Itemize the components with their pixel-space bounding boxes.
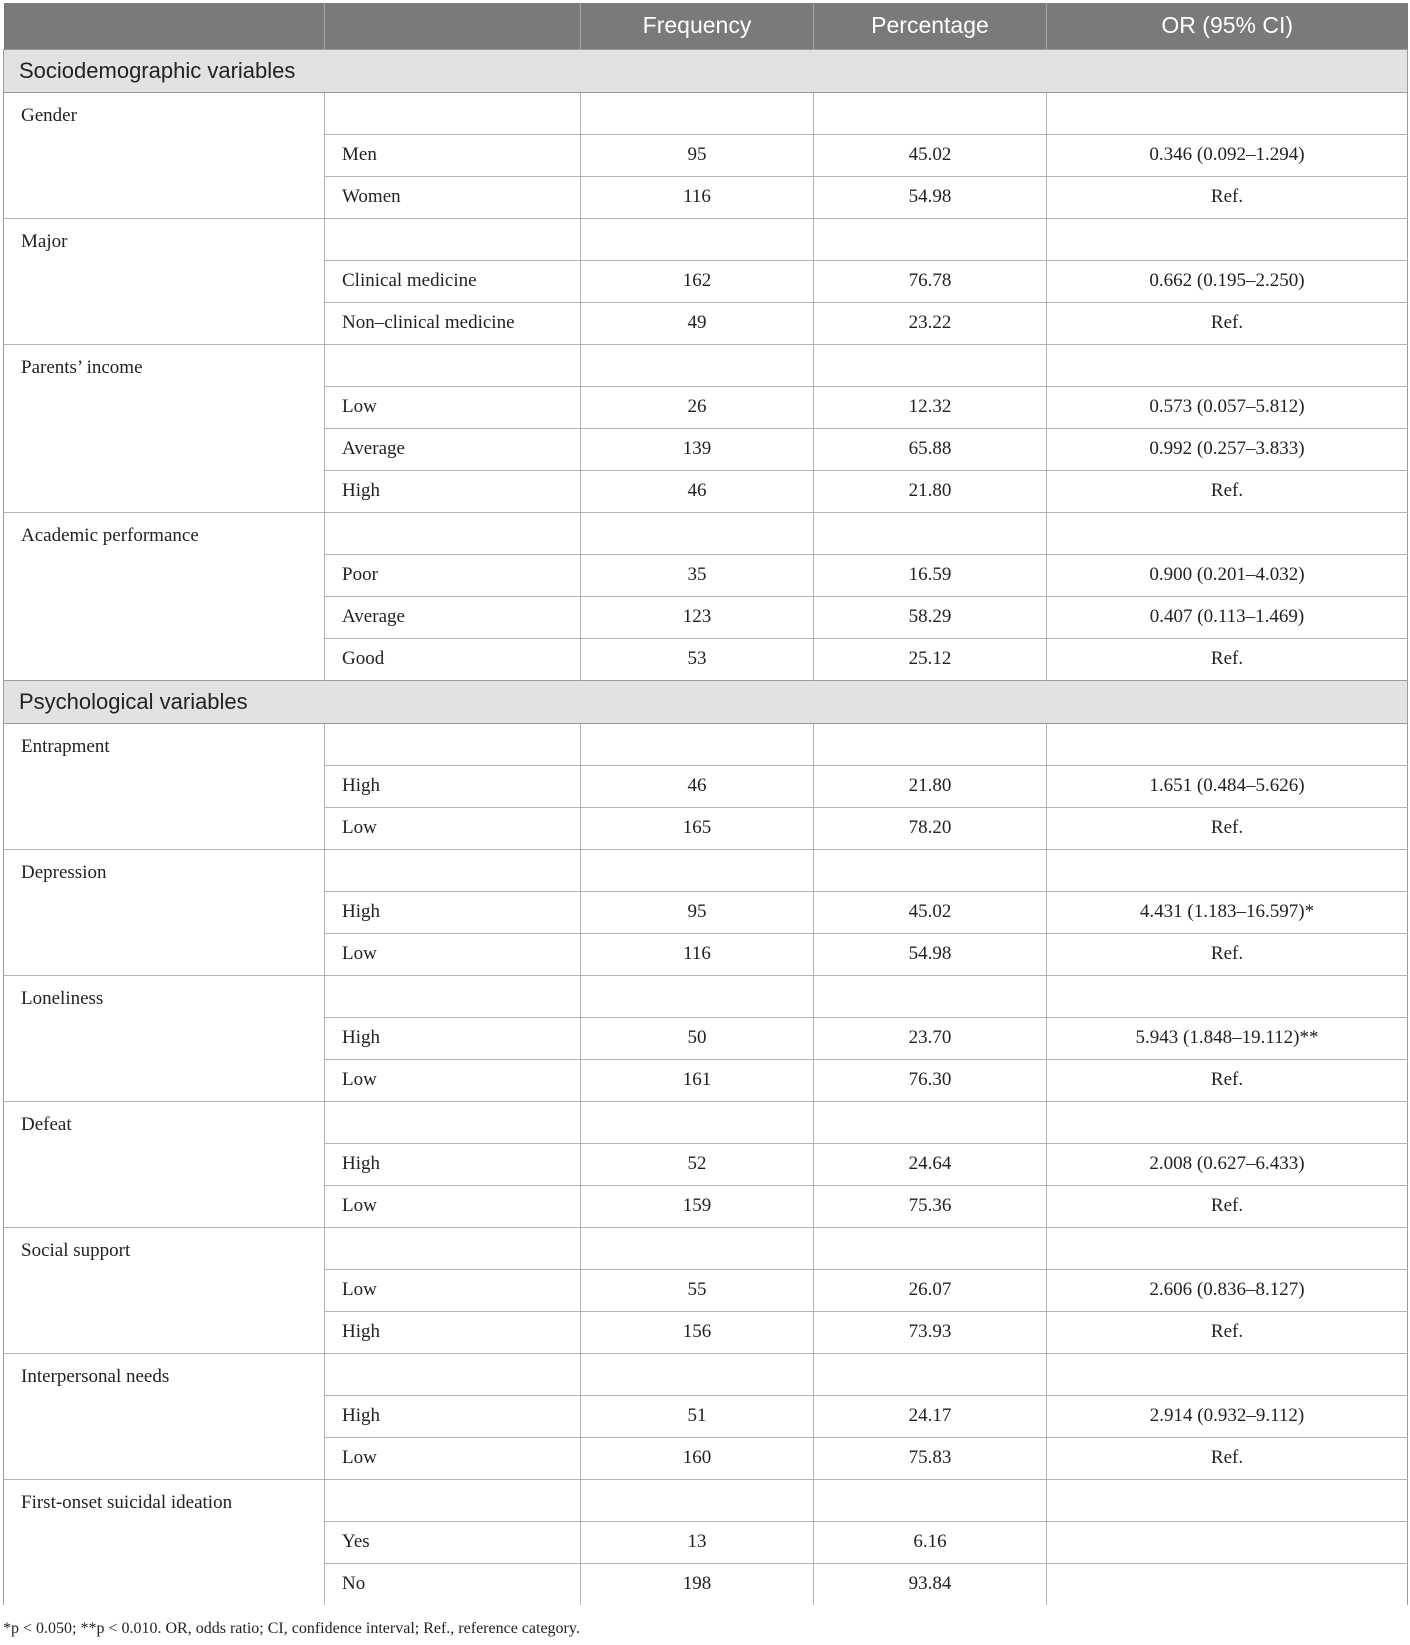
level-cell: Low (325, 1185, 581, 1227)
level-cell: Low (325, 1437, 581, 1479)
variable-name: Parents’ income (4, 344, 325, 512)
level-cell: Average (325, 596, 581, 638)
level-cell: Good (325, 638, 581, 680)
level-cell: High (325, 1311, 581, 1353)
level-cell: Low (325, 807, 581, 849)
odds-ratio-cell: 0.662 (0.195–2.250) (1047, 260, 1408, 302)
frequency-cell: 116 (581, 933, 814, 975)
frequency-cell: 95 (581, 891, 814, 933)
odds-ratio-cell: Ref. (1047, 638, 1408, 680)
empty-cell (1047, 849, 1408, 891)
percentage-cell: 23.22 (814, 302, 1047, 344)
level-cell: High (325, 1017, 581, 1059)
odds-ratio-cell: 5.943 (1.848–19.112)** (1047, 1017, 1408, 1059)
level-cell: Low (325, 386, 581, 428)
odds-ratio-cell: 0.346 (0.092–1.294) (1047, 134, 1408, 176)
empty-cell (581, 1227, 814, 1269)
header-level (325, 3, 581, 49)
frequency-cell: 51 (581, 1395, 814, 1437)
empty-cell (325, 1101, 581, 1143)
frequency-cell: 161 (581, 1059, 814, 1101)
level-cell: Non–clinical medicine (325, 302, 581, 344)
odds-ratio-cell (1047, 1521, 1408, 1563)
empty-cell (325, 1353, 581, 1395)
level-cell: Yes (325, 1521, 581, 1563)
percentage-cell: 16.59 (814, 554, 1047, 596)
group-header-row (4, 1479, 1408, 1521)
section-title: Psychological variables (4, 680, 1408, 723)
variable-name: Gender (21, 104, 77, 126)
percentage-cell: 58.29 (814, 596, 1047, 638)
frequency-cell: 46 (581, 765, 814, 807)
frequency-cell: 95 (581, 134, 814, 176)
frequency-cell: 139 (581, 428, 814, 470)
frequency-cell: 165 (581, 807, 814, 849)
level-cell: Average (325, 428, 581, 470)
odds-ratio-cell: Ref. (1047, 933, 1408, 975)
variable-name: First-onset suicidal ideation (4, 1479, 325, 1605)
empty-cell (814, 512, 1047, 554)
empty-cell (1047, 1479, 1408, 1521)
frequency-cell: 13 (581, 1521, 814, 1563)
empty-cell (325, 1227, 581, 1269)
empty-cell (325, 849, 581, 891)
empty-cell (581, 218, 814, 260)
percentage-cell: 21.80 (814, 765, 1047, 807)
group-header-row (4, 849, 1408, 891)
odds-ratio-cell: 2.606 (0.836–8.127) (1047, 1269, 1408, 1311)
frequency-cell: 49 (581, 302, 814, 344)
empty-cell (581, 1479, 814, 1521)
percentage-cell: 54.98 (814, 176, 1047, 218)
level-cell: No (325, 1563, 581, 1605)
table-body (4, 49, 1408, 1605)
odds-ratio-cell: Ref. (1047, 1437, 1408, 1479)
empty-cell (814, 1479, 1047, 1521)
frequency-cell: 26 (581, 386, 814, 428)
empty-cell (814, 975, 1047, 1017)
percentage-cell: 76.30 (814, 1059, 1047, 1101)
percentage-cell: 78.20 (814, 807, 1047, 849)
percentage-cell: 73.93 (814, 1311, 1047, 1353)
table-footnote: *p < 0.050; **p < 0.010. OR, odds ratio; CI, confidence interval; Ref., reference category. (3, 1620, 580, 1637)
variable-name: Defeat (4, 1101, 325, 1227)
level-cell: High (325, 1395, 581, 1437)
percentage-cell: 76.78 (814, 260, 1047, 302)
variable-name: Entrapment (21, 735, 110, 757)
table-header-row (4, 3, 1408, 49)
group-header-row (4, 723, 1408, 765)
group-header-row (4, 1353, 1408, 1395)
odds-ratio-cell: Ref. (1047, 470, 1408, 512)
frequency-cell: 52 (581, 1143, 814, 1185)
empty-cell (581, 975, 814, 1017)
level-cell: High (325, 891, 581, 933)
frequency-cell: 123 (581, 596, 814, 638)
odds-ratio-cell (1047, 1563, 1408, 1605)
empty-cell (581, 344, 814, 386)
header-odds-ratio: OR (95% CI) (1047, 3, 1408, 49)
odds-ratio-cell: Ref. (1047, 807, 1408, 849)
variable-name: Depression (4, 849, 325, 975)
variable-name: Major (4, 218, 325, 344)
percentage-cell: 23.70 (814, 1017, 1047, 1059)
empty-cell (325, 344, 581, 386)
empty-cell (1047, 344, 1408, 386)
percentage-cell: 12.32 (814, 386, 1047, 428)
empty-cell (814, 723, 1047, 765)
percentage-cell: 21.80 (814, 470, 1047, 512)
level-cell: High (325, 470, 581, 512)
variable-name: Social support (4, 1227, 325, 1353)
frequency-cell: 116 (581, 176, 814, 218)
empty-cell (1047, 975, 1408, 1017)
section-header-row (4, 680, 1408, 723)
level-cell: Clinical medicine (325, 260, 581, 302)
results-table (3, 3, 1408, 1605)
odds-ratio-cell: Ref. (1047, 1059, 1408, 1101)
odds-ratio-cell: 0.407 (0.113–1.469) (1047, 596, 1408, 638)
group-header-row (4, 1101, 1408, 1143)
frequency-cell: 50 (581, 1017, 814, 1059)
header-percentage: Percentage (814, 3, 1047, 49)
frequency-cell: 162 (581, 260, 814, 302)
level-cell: High (325, 1143, 581, 1185)
odds-ratio-cell: Ref. (1047, 302, 1408, 344)
frequency-cell: 159 (581, 1185, 814, 1227)
frequency-cell: 55 (581, 1269, 814, 1311)
empty-cell (325, 512, 581, 554)
level-cell: Poor (325, 554, 581, 596)
level-cell: Low (325, 1269, 581, 1311)
empty-cell (1047, 512, 1408, 554)
level-cell: Low (325, 1059, 581, 1101)
empty-cell (814, 218, 1047, 260)
percentage-cell: 24.64 (814, 1143, 1047, 1185)
percentage-cell: 54.98 (814, 933, 1047, 975)
empty-cell (814, 92, 1047, 134)
header-variable (4, 3, 325, 49)
odds-ratio-cell: Ref. (1047, 1185, 1408, 1227)
empty-cell (1047, 723, 1408, 765)
odds-ratio-cell: Ref. (1047, 176, 1408, 218)
empty-cell (814, 1227, 1047, 1269)
frequency-cell: 35 (581, 554, 814, 596)
section-title: Sociodemographic variables (4, 49, 1408, 92)
empty-cell (325, 1479, 581, 1521)
percentage-cell: 25.12 (814, 638, 1047, 680)
empty-cell (1047, 92, 1408, 134)
empty-cell (814, 849, 1047, 891)
odds-ratio-cell: 0.992 (0.257–3.833) (1047, 428, 1408, 470)
section-header-row (4, 49, 1408, 92)
percentage-cell: 26.07 (814, 1269, 1047, 1311)
header-frequency: Frequency (581, 3, 814, 49)
odds-ratio-cell: 2.008 (0.627–6.433) (1047, 1143, 1408, 1185)
group-header-row (4, 344, 1408, 386)
empty-cell (814, 1101, 1047, 1143)
frequency-cell: 160 (581, 1437, 814, 1479)
level-cell: Women (325, 176, 581, 218)
level-cell: High (325, 765, 581, 807)
group-header-row (4, 975, 1408, 1017)
empty-cell (581, 512, 814, 554)
empty-cell (581, 1353, 814, 1395)
variable-name: Academic performance (4, 512, 325, 680)
variable-name: Interpersonal needs (4, 1353, 325, 1479)
odds-ratio-cell: 1.651 (0.484–5.626) (1047, 765, 1408, 807)
frequency-cell: 156 (581, 1311, 814, 1353)
empty-cell (1047, 218, 1408, 260)
empty-cell (1047, 1353, 1408, 1395)
group-header-row (4, 92, 1408, 134)
empty-cell (325, 218, 581, 260)
percentage-cell: 6.16 (814, 1521, 1047, 1563)
empty-cell (1047, 1227, 1408, 1269)
percentage-cell: 24.17 (814, 1395, 1047, 1437)
percentage-cell: 45.02 (814, 891, 1047, 933)
empty-cell (581, 92, 814, 134)
odds-ratio-cell: Ref. (1047, 1311, 1408, 1353)
empty-cell (1047, 1101, 1408, 1143)
empty-cell (325, 723, 581, 765)
frequency-cell: 198 (581, 1563, 814, 1605)
empty-cell (581, 723, 814, 765)
group-header-row (4, 218, 1408, 260)
group-header-row (4, 1227, 1408, 1269)
percentage-cell: 93.84 (814, 1563, 1047, 1605)
empty-cell (325, 975, 581, 1017)
percentage-cell: 75.36 (814, 1185, 1047, 1227)
empty-cell (814, 344, 1047, 386)
variable-name: Loneliness (4, 975, 325, 1101)
odds-ratio-cell: 4.431 (1.183–16.597)* (1047, 891, 1408, 933)
level-cell: Men (325, 134, 581, 176)
odds-ratio-cell: 0.900 (0.201–4.032) (1047, 554, 1408, 596)
group-header-row (4, 512, 1408, 554)
odds-ratio-cell: 0.573 (0.057–5.812) (1047, 386, 1408, 428)
odds-ratio-cell: 2.914 (0.932–9.112) (1047, 1395, 1408, 1437)
percentage-cell: 65.88 (814, 428, 1047, 470)
empty-cell (325, 92, 581, 134)
empty-cell (814, 1353, 1047, 1395)
empty-cell (581, 1101, 814, 1143)
empty-cell (581, 849, 814, 891)
percentage-cell: 45.02 (814, 134, 1047, 176)
level-cell: Low (325, 933, 581, 975)
percentage-cell: 75.83 (814, 1437, 1047, 1479)
frequency-cell: 53 (581, 638, 814, 680)
frequency-cell: 46 (581, 470, 814, 512)
